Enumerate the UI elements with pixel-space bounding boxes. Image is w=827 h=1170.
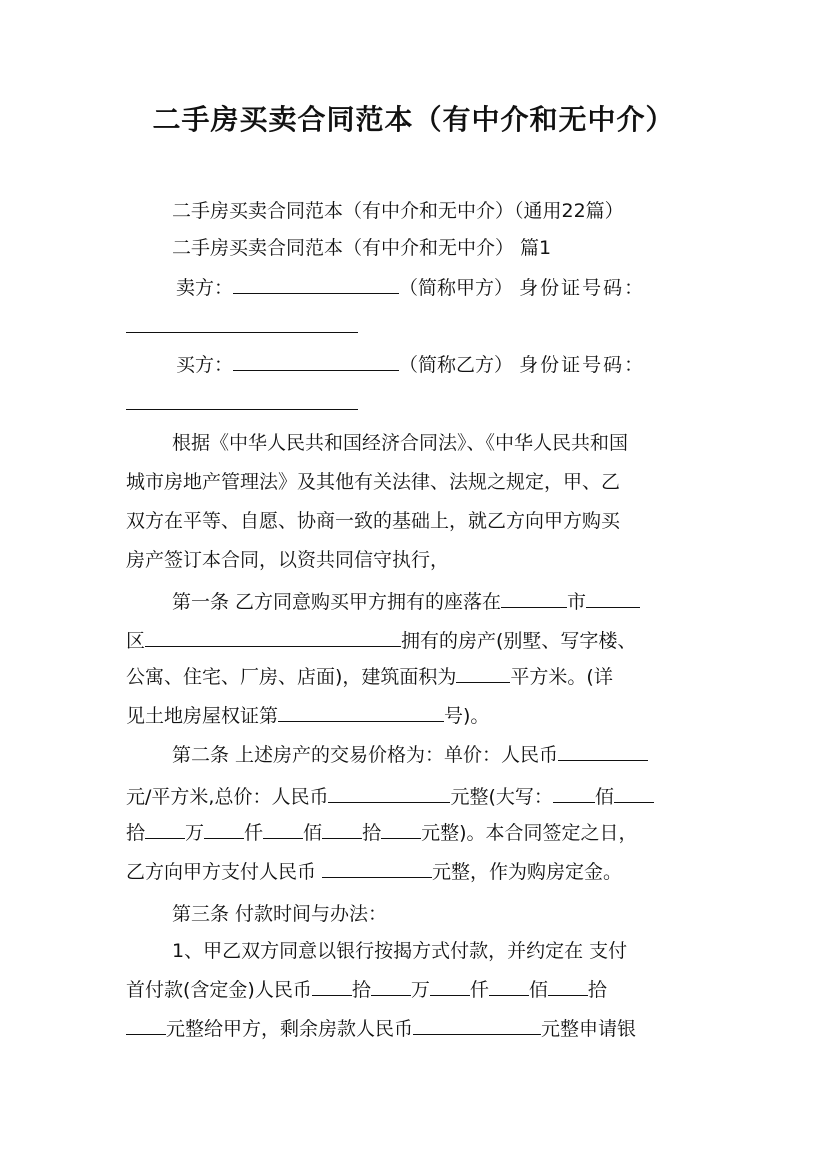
article-1-line-2: [126, 626, 636, 656]
article-2-line-2: [126, 782, 654, 812]
buyer-short-label: （简称乙方）: [399, 354, 514, 376]
seller-label: 卖方：: [176, 277, 234, 299]
article-1-text-h: 号)。: [444, 705, 490, 727]
seller-id-line: [126, 312, 358, 342]
article-2-text-a: 第二条 上述房产的交易价格为：单价：人民币: [172, 744, 559, 766]
buyer-id-line: [126, 389, 358, 419]
article-1-district-label: 区: [126, 630, 146, 652]
address-blank: [145, 626, 401, 647]
unit-shi-1: 拾: [126, 822, 146, 844]
hundreds-blank: [553, 782, 595, 803]
buyer-line: [176, 350, 645, 380]
down-unit-shi-2: 拾: [587, 979, 607, 1001]
seller-short-label: （简称甲方）: [399, 277, 514, 299]
down-qian-blank: [430, 975, 470, 996]
unit-qian: 仟: [244, 822, 264, 844]
preamble-line-3: 双方在平等、自愿、协商一致的基础上，就乙方向甲方购买: [126, 510, 621, 532]
article-2-line-4: [126, 857, 622, 887]
article-2-text-j: 元整)。本合同签定之日，: [421, 822, 638, 844]
district-blank-start: [586, 587, 640, 608]
article-2-text-k: 乙方向甲方支付人民币: [126, 861, 323, 883]
city-blank: [501, 587, 567, 608]
unit-price-blank: [558, 740, 648, 761]
article-3-line-3: [126, 1014, 636, 1044]
down-unit-qian: 仟: [469, 979, 489, 1001]
seller-line: [176, 273, 645, 303]
article-2-text-b: 元/平方米,总价：人民币: [126, 786, 329, 808]
seller-id-label: 身份证号码：: [519, 277, 646, 299]
down-wan-blank: [371, 975, 411, 996]
article-2-line-1: [172, 740, 648, 770]
buyer-id-blank: [126, 389, 358, 410]
article-3-text-c: 元整给甲方，剩余房款人民币: [166, 1018, 414, 1040]
article-1-text-g: 见土地房屋权证第: [126, 705, 279, 727]
document-title: 二手房买卖合同范本（有中介和无中介）: [152, 103, 675, 136]
total-price-blank: [328, 782, 450, 803]
article-3-text-b: 首付款(含定金)人民币: [126, 979, 312, 1001]
article-3-title: 第三条 付款时间与办法：: [172, 903, 388, 925]
shi-blank: [322, 818, 362, 839]
article-2-text-c: 元整(大写：: [450, 786, 553, 808]
down-bai-blank: [489, 975, 529, 996]
seller-id-blank: [126, 312, 358, 333]
down-shi-blank: [548, 975, 588, 996]
article-2-text-l: 元整，作为购房定金。: [432, 861, 623, 883]
tens-blank: [614, 782, 654, 803]
article-1-text-f: 平方米。(详: [510, 666, 613, 688]
article-1-text-a: 第一条 乙方同意购买甲方拥有的座落在: [172, 591, 502, 613]
article-1-text-e: 公寓、住宅、厂房、店面)，建筑面积为: [126, 666, 457, 688]
unit-bai-2: 佰: [303, 822, 323, 844]
bai-blank: [263, 818, 303, 839]
unit-bai-1: 佰: [594, 786, 614, 808]
qian-blank: [204, 818, 244, 839]
preamble-line-1: 根据《中华人民共和国经济合同法》、《中华人民共和国: [172, 432, 629, 454]
seller-name-blank: [233, 273, 399, 294]
loan-amount-blank: [413, 1014, 541, 1035]
preamble-line-2: 城市房地产管理法》及其他有关法律、法规之规定，甲、乙: [126, 471, 621, 493]
unit-wan: 万: [185, 822, 205, 844]
buyer-name-blank: [233, 350, 399, 371]
down-shi-wan-blank: [312, 975, 352, 996]
article-3-line-2: [126, 975, 607, 1005]
unit-shi-2: 拾: [362, 822, 382, 844]
certificate-blank: [278, 701, 444, 722]
preamble-line-4: 房产签订本合同，以资共同信守执行，: [126, 549, 450, 571]
subtitle: 二手房买卖合同范本（有中介和无中介）（通用22篇）: [172, 200, 624, 222]
deposit-blank: [322, 857, 432, 878]
article-1-line-4: [126, 701, 489, 731]
down-yuan-blank: [126, 1014, 166, 1035]
buyer-id-label: 身份证号码：: [519, 354, 646, 376]
yuan-blank: [381, 818, 421, 839]
article-1-text-d: 拥有的房产(别墅、写字楼、: [401, 630, 637, 652]
article-1-line-1: [172, 587, 640, 617]
article-3-text-d: 元整申请银: [541, 1018, 637, 1040]
buyer-label: 买方：: [176, 354, 234, 376]
section-heading: 二手房买卖合同范本（有中介和无中介） 篇1: [172, 237, 552, 259]
down-unit-shi: 拾: [351, 979, 371, 1001]
wan-blank: [145, 818, 185, 839]
article-3-line-1: 1、甲乙双方同意以银行按揭方式付款，并约定在 支付: [172, 940, 628, 962]
article-1-line-3: [126, 662, 613, 692]
article-1-city-label: 市: [567, 591, 587, 613]
down-unit-wan: 万: [410, 979, 430, 1001]
down-unit-bai: 佰: [528, 979, 548, 1001]
area-blank: [456, 662, 510, 683]
article-2-line-3: [126, 818, 638, 848]
